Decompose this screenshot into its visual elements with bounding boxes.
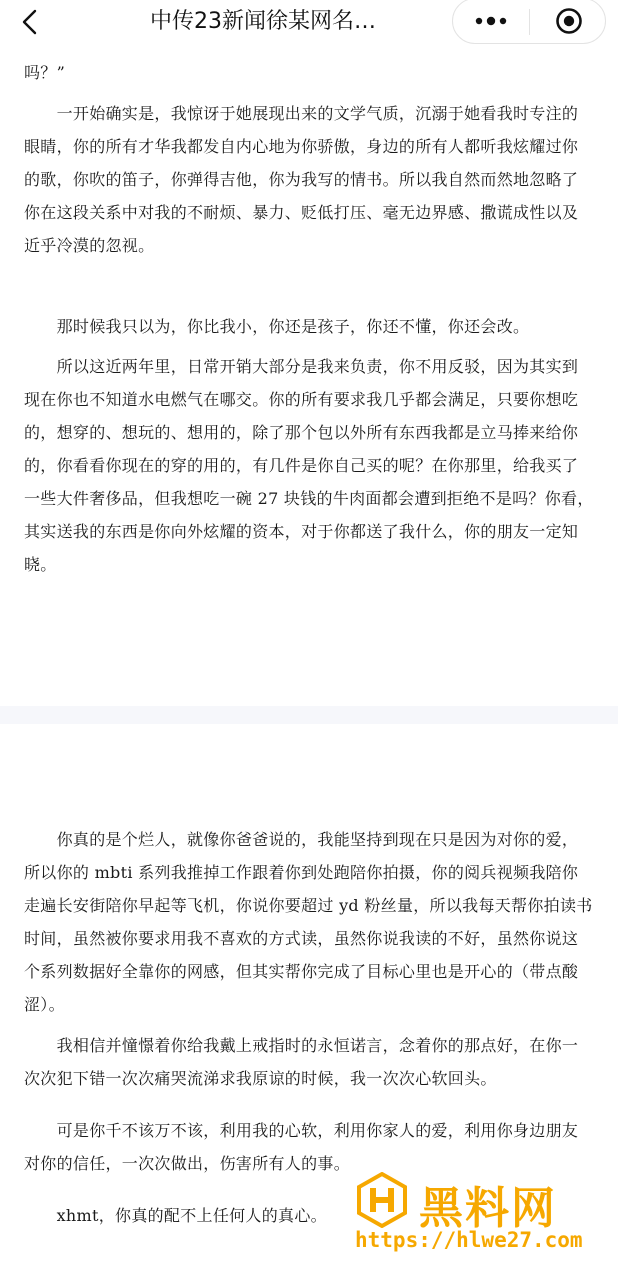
watermark-url: https://hlwe27.com — [355, 1228, 583, 1252]
paragraph: 一开始确实是，我惊讶于她展现出来的文学气质，沉溺于她看我时专注的眼睛，你的所有才华我都发自内心地为你骄傲，身边的所有人都听我炫耀过你的歌，你吹的笛子，你弹得吉他，你为我写的情书。所以我自然而然地忽略了你在这段关系中对我的不耐烦、暴力、贬低打压、毫无边界感、撒谎成性以及近乎冷漠的忽视。 — [24, 104, 579, 255]
watermark — [355, 1172, 605, 1268]
hl-logo-icon — [355, 1172, 409, 1228]
paragraph: 所以这近两年里，日常开销大部分是我来负责，你不用反驳，因为其实到现在你也不知道水电燃气在哪交。你的所有要求我几乎都会满足，只要你想吃的，想穿的、想玩的、想用的，除了那个包以外所有东西我都是立马捧来给你的，你看看你现在的穿的用的，有几件是你自己买的呢？在你那里，给我买了一些大件奢侈品，但我想吃一碗 27 块钱的牛肉面都会遭到拒绝不是吗？你看，其实送我的东西是你向外炫耀的资本，对于你都送了我什么，你的朋友一定知晓。 — [24, 357, 594, 574]
capsule-divider — [529, 9, 530, 35]
paragraph: 我相信并憧憬着你给我戴上戒指时的永恒诺言，念着你的那点好，在你一次次犯下错一次次痛哭流涕求我原谅的时候，我一次次心软回头。 — [24, 1036, 579, 1088]
watermark-brand: 黑料网 — [419, 1183, 557, 1234]
section-divider — [0, 706, 618, 724]
more-dots-icon — [474, 16, 508, 26]
nav-bar — [0, 0, 618, 44]
target-close-icon — [555, 7, 583, 35]
page-title: 中传23新闻徐某网名… — [150, 9, 376, 34]
back-button[interactable] — [14, 4, 46, 40]
chevron-left-icon — [21, 9, 39, 35]
paragraph: xhmt，你真的配不上任何人的真心。 — [24, 1206, 327, 1225]
paragraph: 那时候我只以为，你比我小，你还是孩子，你还不懂，你还会改。 — [24, 317, 530, 336]
mini-program-capsule — [452, 0, 606, 44]
paragraph: 你真的是个烂人，就像你爸爸说的，我能坚持到现在只是因为对你的爱，所以你的 mbti 系列我推掉工作跟着你到处跑陪你拍摄，你的阅兵视频我陪你走遍长安街陪你早起等飞机，你说你要超过 yd 粉丝量，所以我每天帮你拍读书时间，虽然被你要求用我不喜欢的方式读，虽然你说我读的不好，虽然你说这个系列数据好全靠你的网感，但其实帮你完成了目标心里也是开心的（带点酸涩）。 — [24, 830, 593, 1014]
paragraph: 吗？” — [24, 63, 66, 82]
more-button[interactable] — [455, 1, 527, 41]
paragraph: 可是你千不该万不该，利用我的心软，利用你家人的爱，利用你身边朋友对你的信任，一次次做出，伤害所有人的事。 — [24, 1121, 579, 1173]
close-button[interactable] — [533, 1, 605, 41]
